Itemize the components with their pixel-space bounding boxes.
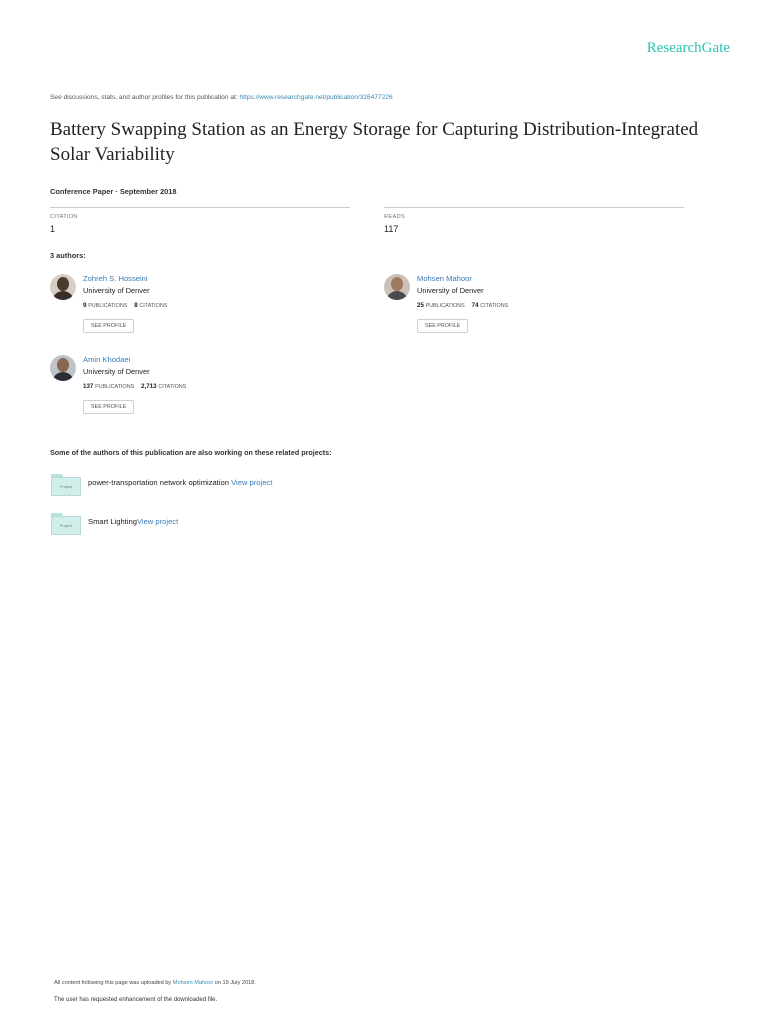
- upload-suffix: on 19 July 2018.: [213, 980, 256, 986]
- author-institution: University of Denver: [83, 286, 150, 295]
- enhancement-note: The user has requested enhancement of the downloaded file.: [54, 997, 218, 1003]
- project-text: [88, 517, 178, 526]
- project-item: [50, 474, 350, 498]
- author-institution: University of Denver: [83, 367, 150, 376]
- citations-caption: CITATIONS: [139, 303, 168, 309]
- divider-left: [50, 207, 350, 208]
- divider-right: [384, 207, 684, 208]
- project-text: [88, 478, 272, 487]
- view-project-link[interactable]: View project: [136, 517, 179, 526]
- publication-title: Battery Swapping Station as an Energy Storage for Capturing Distribution-Integrated Solar Variability: [50, 119, 699, 165]
- uploader-link[interactable]: Mohsen Mahoor: [172, 980, 214, 986]
- researchgate-logo[interactable]: ResearchGate: [646, 40, 730, 56]
- author-name[interactable]: Mohsen Mahoor: [417, 274, 472, 283]
- publications-caption: PUBLICATIONS: [88, 303, 128, 309]
- author-name[interactable]: Amin Khodaei: [83, 355, 131, 364]
- publications-count: 25: [417, 302, 424, 309]
- discussion-text: See discussions, stats, and author profiles for this publication at:: [50, 94, 240, 101]
- citations-caption: CITATIONS: [480, 303, 509, 309]
- project-title: Smart Lighting: [88, 517, 137, 526]
- author-card: [50, 355, 350, 427]
- folder-label: Project: [51, 477, 81, 496]
- project-item: [50, 513, 350, 537]
- author-stats: [83, 302, 167, 309]
- view-project-link[interactable]: View project: [231, 478, 273, 487]
- citation-label: CITATION: [50, 214, 78, 220]
- avatar[interactable]: [384, 274, 410, 300]
- author-card: [384, 274, 684, 346]
- see-profile-button[interactable]: SEE PROFILE: [417, 319, 468, 333]
- publications-count: 137: [83, 383, 94, 390]
- publications-caption: PUBLICATIONS: [95, 384, 135, 390]
- authors-heading: 3 authors:: [50, 251, 86, 260]
- publication-url-link[interactable]: https://www.researchgate.net/publication/326477226: [239, 94, 393, 101]
- related-projects-heading: Some of the authors of this publication are also working on these related projects:: [50, 448, 332, 457]
- publications-count: 9: [83, 302, 87, 309]
- avatar[interactable]: [50, 274, 76, 300]
- author-card: [50, 274, 350, 346]
- folder-label: Project: [51, 516, 81, 535]
- see-profile-button[interactable]: SEE PROFILE: [83, 400, 134, 414]
- reads-stat: [384, 214, 405, 234]
- citation-stat: [50, 214, 78, 234]
- reads-count: 117: [384, 224, 399, 234]
- author-name[interactable]: Zohreh S. Hosseini: [83, 274, 148, 283]
- citation-count: 1: [50, 224, 56, 234]
- folder-icon: [50, 513, 82, 536]
- citations-count: 8: [134, 302, 138, 309]
- upload-prefix: All content following this page was uploaded by: [54, 980, 173, 986]
- citations-count: 74: [471, 302, 479, 309]
- see-profile-button[interactable]: SEE PROFILE: [83, 319, 134, 333]
- project-title: power-transportation network optimization: [88, 478, 229, 487]
- citations-count: 2,713: [141, 383, 157, 390]
- reads-label: READS: [384, 214, 405, 220]
- discussion-line: [50, 94, 393, 101]
- author-institution: University of Denver: [417, 286, 484, 295]
- publication-type-date: Conference Paper · September 2018: [50, 187, 177, 196]
- publications-caption: PUBLICATIONS: [425, 303, 465, 309]
- author-stats: [83, 383, 186, 390]
- avatar[interactable]: [50, 355, 76, 381]
- folder-icon: [50, 474, 82, 497]
- citations-caption: CITATIONS: [158, 384, 187, 390]
- author-stats: [417, 302, 508, 309]
- upload-note: [54, 980, 256, 986]
